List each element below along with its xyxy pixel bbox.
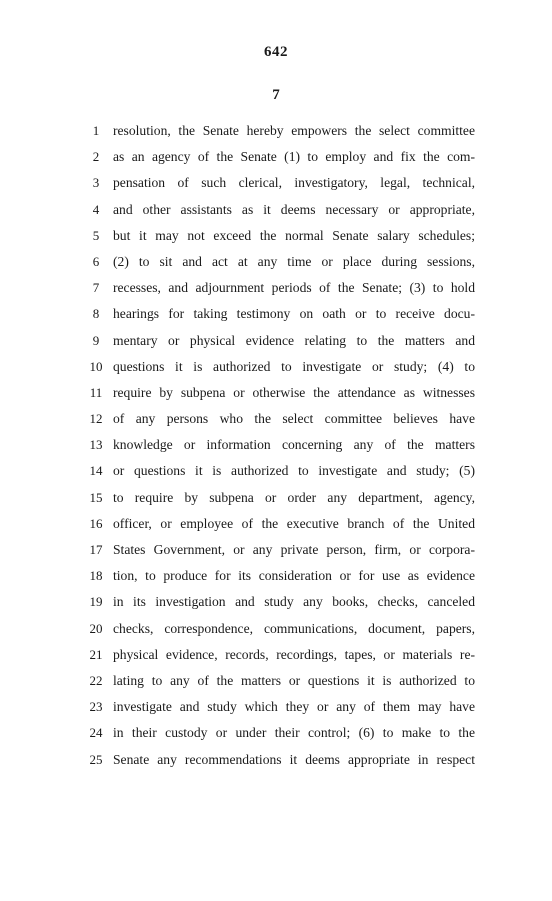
- text-line: [0, 197, 552, 223]
- text-line: [0, 223, 552, 249]
- line-number: 22: [89, 672, 103, 688]
- page-number: 642: [264, 44, 288, 60]
- text-line: [0, 485, 552, 511]
- line-text: questions it is authorized to investigate or study; (4) to: [113, 358, 475, 374]
- line-number: 3: [92, 175, 100, 191]
- line-number: 10: [89, 358, 103, 374]
- line-text: hearings for taking testimony on oath or to receive docu-: [113, 306, 475, 322]
- line-text: physical evidence, records, recordings, tapes, or materials re-: [113, 646, 475, 662]
- text-line: [0, 458, 552, 484]
- line-number: 15: [89, 489, 103, 505]
- text-line: [0, 537, 552, 563]
- line-number: 25: [89, 751, 103, 767]
- text-line: [0, 589, 552, 615]
- line-text: require by subpena or otherwise the attendance as witnesses: [113, 384, 475, 400]
- line-number: 24: [89, 725, 103, 741]
- line-text: lating to any of the matters or questions it is authorized to: [113, 672, 475, 688]
- line-text: as an agency of the Senate (1) to employ and fix the com-: [113, 149, 475, 165]
- line-text: or questions it is authorized to investigate and study; (5): [113, 463, 475, 479]
- text-line: [0, 432, 552, 458]
- line-number: 5: [92, 227, 100, 243]
- document-body: [0, 118, 552, 773]
- text-line: [0, 275, 552, 301]
- section-number: 7: [272, 87, 280, 103]
- line-number: 1: [92, 123, 100, 138]
- line-text: but it may not exceed the normal Senate salary schedules;: [113, 227, 475, 243]
- line-text: checks, correspondence, communications, document, papers,: [113, 620, 475, 636]
- text-line: [0, 511, 552, 537]
- line-text: resolution, the Senate hereby empowers the select committee: [113, 123, 475, 138]
- line-text: recesses, and adjournment periods of the Senate; (3) to hold: [113, 280, 475, 296]
- line-number: 2: [92, 149, 100, 165]
- line-number: 7: [92, 280, 100, 296]
- line-number: 11: [89, 384, 103, 400]
- line-text: of any persons who the select committee believes have: [113, 411, 475, 427]
- line-number: 6: [92, 253, 100, 269]
- line-number: 19: [89, 594, 103, 610]
- line-number: 17: [89, 542, 103, 557]
- line-text: pensation of such clerical, investigatory, legal, technical,: [113, 175, 475, 191]
- text-line: [0, 380, 552, 406]
- line-text: tion, to produce for its consideration or for use as evidence: [113, 568, 475, 584]
- line-text: States Government, or any private person, firm, or corpora-: [113, 542, 475, 557]
- text-line: [0, 668, 552, 694]
- text-line: [0, 328, 552, 354]
- line-number: 18: [89, 568, 103, 584]
- text-line: [0, 170, 552, 196]
- text-line: [0, 406, 552, 432]
- line-number: 12: [89, 411, 103, 427]
- line-number: 9: [92, 332, 100, 348]
- text-line: [0, 301, 552, 327]
- line-number: 21: [89, 646, 103, 662]
- text-line: [0, 720, 552, 746]
- line-text: knowledge or information concerning any of the matters: [113, 437, 475, 453]
- text-line: [0, 642, 552, 668]
- line-number: 13: [89, 437, 103, 453]
- line-text: in their custody or under their control; (6) to make to the: [113, 725, 475, 741]
- text-line: [0, 354, 552, 380]
- text-line: [0, 563, 552, 589]
- text-line: [0, 249, 552, 275]
- line-text: (2) to sit and act at any time or place during sessions,: [113, 253, 475, 269]
- line-text: and other assistants as it deems necessary or appropriate,: [113, 201, 475, 217]
- line-text: officer, or employee of the executive branch of the United: [113, 515, 475, 531]
- line-number: 20: [89, 620, 103, 636]
- line-number: 16: [89, 515, 103, 531]
- text-line: [0, 144, 552, 170]
- line-number: 14: [89, 463, 103, 479]
- line-number: 23: [89, 699, 103, 715]
- line-text: in its investigation and study any books, checks, canceled: [113, 594, 475, 610]
- text-line: [0, 118, 552, 144]
- line-text: mentary or physical evidence relating to the matters and: [113, 332, 475, 348]
- line-number: 8: [92, 306, 100, 322]
- line-text: Senate any recommendations it deems appropriate in respect: [113, 751, 475, 767]
- text-line: [0, 747, 552, 773]
- line-text: investigate and study which they or any of them may have: [113, 699, 475, 715]
- line-number: 4: [92, 201, 100, 217]
- text-line: [0, 694, 552, 720]
- text-line: [0, 616, 552, 642]
- line-text: to require by subpena or order any department, agency,: [113, 489, 475, 505]
